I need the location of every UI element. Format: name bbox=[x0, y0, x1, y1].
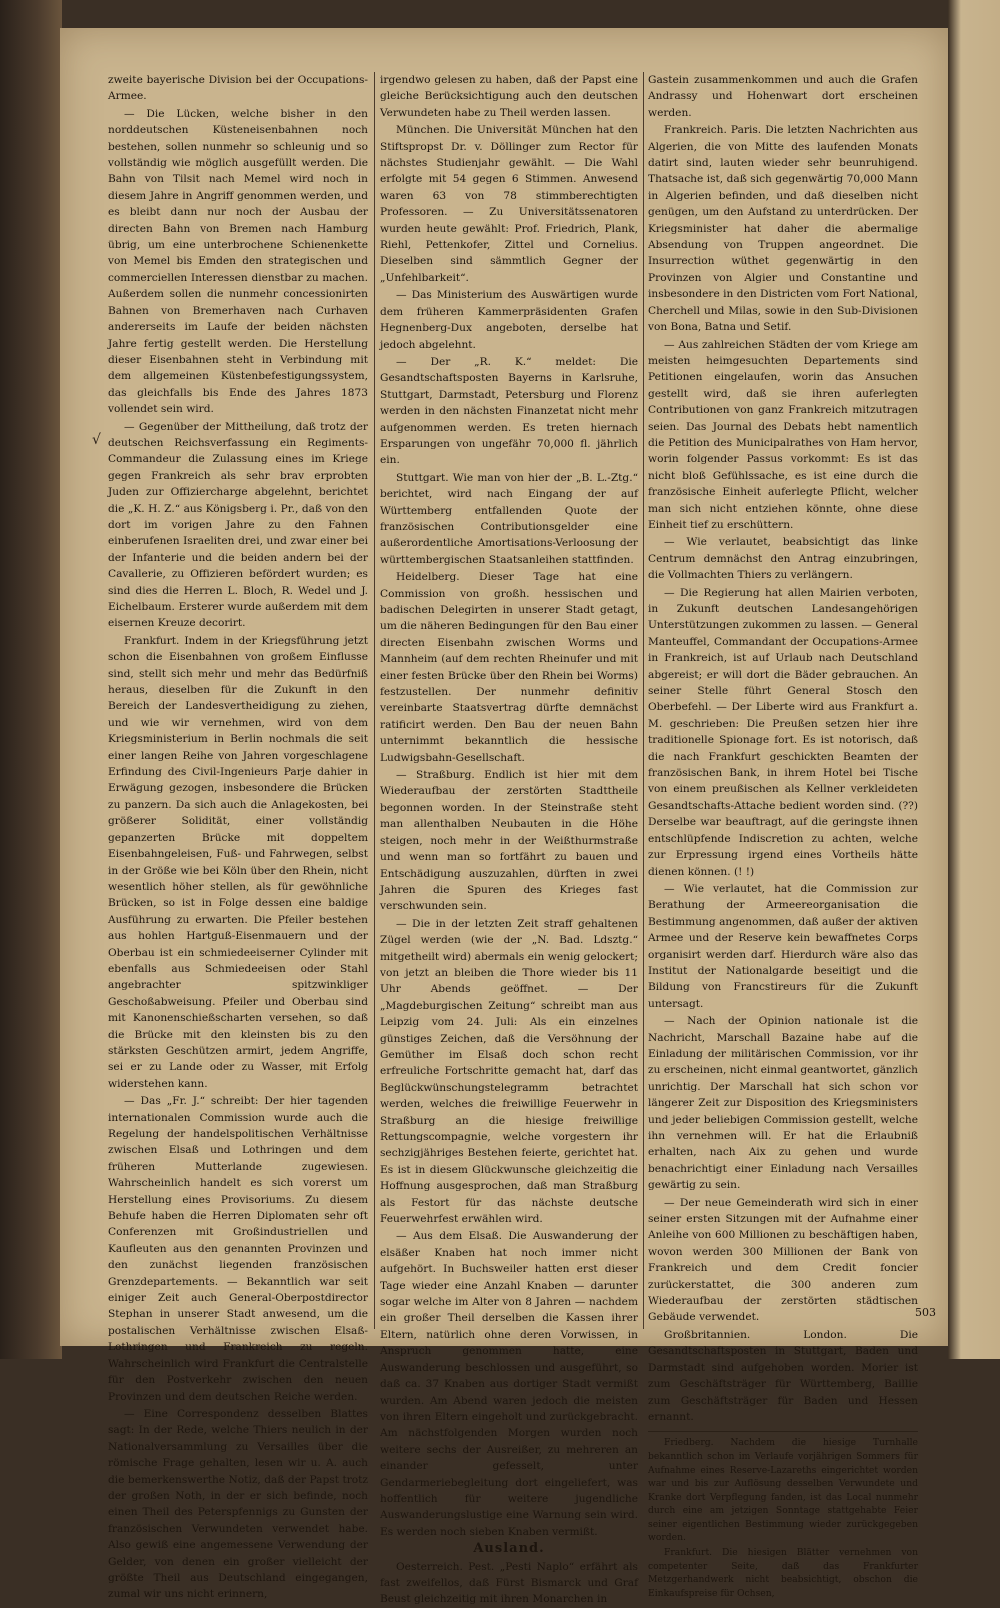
article-paragraph: Friedberg. Nachdem die hiesige Turnhalle bekanntlich schon im Verlaufe vorjährigen Sommers für Aufnahme eines Reserve-Lazareths eingerichtet worden war und bis zur Auflösung desselben Verwundete und Kranke dort Verpflegung fanden, ist das Local nunmehr durch eine am jetzigen Sonntage stattgehabte Feier seiner eigentlichen Bestimmung wieder zurückgegeben worden. bbox=[648, 1437, 918, 1544]
article-paragraph: — Der „R. K.“ meldet: Die Gesandtschaftsposten Bayerns in Karlsruhe, Stuttgart, Darmstadt, Petersburg und Florenz werden in den nächsten Finanzetat nicht mehr aufgenommen werden. Es treten hiernach Ersparungen von ungefähr 70,000 fl. jährlich ein. bbox=[380, 355, 638, 467]
article-paragraph: — Aus dem Elsaß. Die Auswanderung der elsäßer Knaben hat noch immer nicht aufgehört. In Buchsweiler hatten erst dieser Tage wieder eine Anzahl Knaben — darunter sogar welche im Alter von 8 Jahren — nachdem ein großer Theil derselben die Kassen ihrer Eltern, natürlich ohne deren Vorwissen, in Anspruch genommen hatte, eine Auswanderung beschlossen und ausgeführt, so daß ca. 37 Knaben aus dortiger Stadt vermißt wurden. Am Abend waren jedoch die meisten von ihren Eltern eingeholt und zurückgebracht. Am nächstfolgenden Morgen wurden noch weitere sechs der Ausreißer, zu mehreren an einander gefesselt, unter Gendarmeriebegleitung dort eingeliefert, was hoffentlich für weitere jugendliche Auswanderungslustige eine Warnung sein wird. Es werden noch sieben Knaben vermißt. bbox=[380, 1230, 638, 1538]
column-divider bbox=[374, 72, 375, 1329]
article-paragraph: — Wie verlautet, hat die Commission zur Berathung der Armeereorganisation die Bestimmung angenommen, daß außer der aktiven Armee und der Reserve kein bewaffnetes Corps organisirt werden darf. Hierdurch wäre also das Institut der Nationalgarde beseitigt und die Bildung von Francstireurs für die Zukunft untersagt. bbox=[648, 882, 918, 1010]
column-2 bbox=[380, 72, 638, 1606]
section-heading: Ausland. bbox=[473, 1541, 545, 1557]
article-paragraph: — Der neue Gemeinderath wird sich in einer seiner ersten Sitzungen mit der Aufnahme einer Anleihe von 600 Millionen zu beschäftigen haben, wovon werden 300 Millionen der Bank von Frankreich und dem Credit foncier zurückerstattet, die 300 anderen zum Wiederaufbau der zerstörten städtischen Gebäude verwendet. bbox=[648, 1196, 918, 1324]
article-paragraph: — Das „Fr. J.“ schreibt: Der hier tagenden internationalen Commission wurde auch die Regelung der handelspolitischen Verhältnisse zwischen Elsaß und Lothringen und dem früheren Mutterlande zugewiesen. Wahrscheinlich handelt es sich vorerst um Herstellung eines Provisoriums. Zu diesem Behufe haben die Herren Diplomaten sehr oft Conferenzen mit Großindustriellen und Kaufleuten aus den genannten Provinzen und den zunächst liegenden französischen Grenzdepartements. — Bekanntlich war seit einiger Zeit auch General-Oberpostdirector Stephan in unserer Stadt anwesend, um die postalischen Verhältnisse zwischen Elsaß-Lothringen und Frankreich zu regeln. Wahrscheinlich wird Frankfurt die Centralstelle für den Postverkehr zwischen den neuen Provinzen und dem deutschen Reiche werden. bbox=[108, 1095, 368, 1403]
article-paragraph: — Gegenüber der Mittheilung, daß trotz der deutschen Reichsverfassung ein Regiments-Commandeur die Zulassung eines im Kriege gegen Frankreich als sehr brav erprobten Juden zur Offiziercharge abgelehnt, berichtet die „K. H. Z.“ aus Königsberg i. Pr., daß von den dort im vorigen Jahre zu den Fahnen einberufenen Israeliten drei, und zwar einer bei der Infanterie und die beiden andern bei der Cavallerie, zu Offizieren befördert wurden; es sind dies die Herren L. Bloch, R. Wedel und J. Eichelbaum. Ersterer wurde außerdem mit dem eisernen Kreuze decorirt. bbox=[108, 420, 368, 630]
handwritten-check-mark: √ bbox=[92, 432, 101, 448]
article-paragraph: Frankreich. Paris. Die letzten Nachrichten aus Algerien, die von Mitte des laufenden Monats datirt sind, lauten wieder sehr beunruhigend. Thatsache ist, daß sich gegenwärtig 70,000 Mann in Algerien befinden, und daß dieselben nicht genügen, um den Aufstand zu unterdrücken. Der Kriegsminister hat daher die abermalige Absendung von Truppen angeordnet. Die Insurrection wüthet gegenwärtig in den Provinzen von Algier und Constantine und insbesondere in den Districten vom Fort National, Cherchell und Milas, sowie in den Sub-Divisionen von Bona, Batna und Setif. bbox=[648, 124, 918, 334]
article-paragraph: Oesterreich. Pest. „Pesti Naplo“ erfährt als fast zweifellos, daß Fürst Bismarck und Graf Beust gleichzeitig mit ihren Monarchen in bbox=[380, 1560, 638, 1606]
article-paragraph: Stuttgart. Wie man von hier der „B. L.-Ztg.“ berichtet, wird nach Eingang der auf Württemberg entfallenden Quote der französischen Contributionsgelder eine außerordentliche Amortisations-Verloosung der württembergischen Staatsanleihen stattfinden. bbox=[380, 471, 638, 566]
article-paragraph: — Nach der Opinion nationale ist die Nachricht, Marschall Bazaine habe auf die Einladung der militärischen Commission, vor ihr zu erscheinen, nicht einmal geantwortet, gänzlich unrichtig. Der Marschall hat sich schon vor längerer Zeit zur Disposition des Kriegsministers und jeder beliebigen Commission gestellt, welche ihn vernehmen will. Er hat die Erlaubniß erhalten, nach Aix zu gehen und wurde benachrichtigt einer Einladung nach Versailles gewärtig zu sein. bbox=[648, 1015, 918, 1192]
column-divider bbox=[643, 72, 644, 1329]
local-news-section bbox=[648, 1431, 918, 1600]
article-paragraph: — Die Regierung hat allen Mairien verboten, in Zukunft deutschen Landesangehörigen Unterstützungen zukommen zu lassen. — General Manteuffel, Commandant der Occupations-Armee in Frankreich, ist auf Urlaub nach Deutschland abgereist; er will dort die Bäder gebrauchen. An seiner Stelle führt General Stosch den Oberbefehl. — Der Liberte wird aus Frankfurt a. M. geschrieben: Die Preußen setzen hier ihre traditionelle Spionage fort. Es ist notorisch, daß die nach Frankfurt geschickten Beamten der französischen Bank, in ihrem Hotel bei Tische von einem preußischen als Kellner verkleideten Gesandtschafts-Attache bedient worden sind. (??) Derselbe war beauftragt, auf die geringste ihnen entschlüpfende Indiscretion zu achten, welche zur Erpressung irgend eines Vortheils hätte dienen können. (! !) bbox=[648, 586, 918, 878]
article-paragraph: — Eine Correspondenz desselben Blattes sagt: In der Rede, welche Thiers neulich in der Nationalversammlung zu Versailles über die römische Frage gehalten, lesen wir u. A. auch die bemerkenswerthe Notiz, daß der Papst trotz der großen Noth, in der er sich befinde, noch einen Theil des Peterspfennigs zu Gunsten der französischen Verwundeten verwendet habe. Also gewiß eine angemessene Verwendung der Gelder, von denen ein großer vielleicht der größte Theil aus Deutschland eingegangen, zumal wir uns nicht erinnern, bbox=[108, 1407, 368, 1601]
column-1 bbox=[108, 72, 368, 1601]
article-paragraph: Großbritannien. London. Die Gesandtschaftsposten in Stuttgart, Baden und Darmstadt sind aufgehoben worden. Morier ist zum Geschäftsträger für Württemberg, Baillie zum Geschäftsträger für Baden und Hessen ernannt. bbox=[648, 1328, 918, 1423]
article-paragraph: — Die Lücken, welche bisher in den norddeutschen Küsteneisenbahnen noch bestehen, sollen nunmehr so schleunig und so vollständig wie möglich ausgefüllt werden. Die Bahn von Tilsit nach Memel wird noch in diesem Jahre in Angriff genommen werden, und es bleibt dann nur noch der Ausbau der directen Bahn von Bremen nach Hamburg übrig, um eine unterbrochene Schienenkette von Memel bis Emden den strategischen und commerciellen Interessen dienstbar zu machen. Außerdem sollen die nunmehr concessionirten Bahnen von Bremerhaven nach Curhaven andererseits im Laufe der beiden nächsten Jahre fertig gestellt werden. Die Herstellung dieser Eisenbahnen steht in Verbindung mit dem allgemeinen Küstenbefestigungssystem, das gleichfalls bis Ende des Jahres 1873 vollendet sein wird. bbox=[108, 107, 368, 416]
article-paragraph: München. Die Universität München hat den Stiftspropst Dr. v. Döllinger zum Rector für nächstes Studienjahr gewählt. — Die Wahl erfolgte mit 54 gegen 6 Stimmen. Anwesend waren 63 von 78 stimmberechtigten Professoren. — Zu Universitätssenatoren wurden heute gewählt: Prof. Friedrich, Plank, Riehl, Pettenkofer, Zittel und Cornelius. Dieselben sind sämmtlich Gegner der „Unfehlbarkeit“. bbox=[380, 124, 638, 284]
adjacent-page-edge bbox=[948, 0, 1000, 1359]
article-paragraph: Gastein zusammenkommen und auch die Grafen Andrassy und Hohenwart dort erscheinen werden. bbox=[648, 74, 918, 119]
article-paragraph: — Aus zahlreichen Städten der vom Kriege am meisten heimgesuchten Departements sind Petitionen eingelaufen, worin das Ansuchen gestellt wird, daß sie ihren auferlegten Contributionen von ganz Frankreich mitzutragen seien. Das Journal des Debats hebt namentlich die Petition des Municipalrathes von Ham hervor, worin folgender Passus vorkommt: Es ist das nicht bloß Gefühlssache, es ist eine durch die französische Einheit auferlegte Pflicht, welcher man sich nicht entziehen könnte, ohne diese Einheit tief zu erschüttern. bbox=[648, 338, 918, 531]
article-paragraph: Frankfurt. Indem in der Kriegsführung jetzt schon die Eisenbahnen von großem Einflusse sind, stellt sich mehr und mehr das Bedürfniß heraus, dieselben für die Zukunft in den Bereich der Landesvertheidigung zu ziehen, und wie wir vernehmen, wird von dem Kriegsministerium in Berlin nochmals die seit einer langen Reihe von Jahren vorgeschlagene Erfindung des Civil-Ingenieurs Parje dahier in Erwägung gezogen, insbesondere die Brücken zu panzern. Da sich auch die Anlagekosten, bei größerer Solidität, einer vollständig gepanzerten Brücke mit doppeltem Eisenbahngeleisen, Fuß- und Fahrwegen, selbst in der Größe wie bei Köln über den Rhein, nicht wesentlich höher stellen, als für gewöhnliche Brücken, so ist in Folge dessen eine baldige Ausführung zu erwarten. Die Pfeiler bestehen aus hohlen Hartguß-Eisenmauern und der Oberbau ist ein schmiedeeiserner Cylinder mit ebenfalls aus Schmiedeeisen oder Stahl angebrachter spitzwinkliger Geschoßabweisung. Pfeiler und Oberbau sind mit Kanonenschießscharten versehen, so daß die Brücke mit den kleinsten bis zu den stärksten Geschützen armirt, jedem Angriffe, sei er zu Lande oder zu Wasser, mit Erfolg widerstehen kann. bbox=[108, 634, 368, 1090]
article-paragraph: Frankfurt. Die hiesigen Blätter vernehmen von competenter Seite, daß das Frankfurter Metzgerhandwerk nicht beabsichtigt, obschon die Einkaufspreise für Ochsen, bbox=[648, 1547, 918, 1599]
article-paragraph: — Wie verlautet, beabsichtigt das linke Centrum demnächst den Antrag einzubringen, die Vollmachten Thiers zu verlängern. bbox=[648, 536, 918, 582]
article-paragraph: zweite bayerische Division bei der Occupations-Armee. bbox=[108, 74, 368, 103]
article-paragraph: irgendwo gelesen zu haben, daß der Papst eine gleiche Berücksichtigung auch den deutschen Verwundeten habe zu Theil werden lassen. bbox=[380, 74, 638, 119]
page-number: 503 bbox=[915, 1306, 936, 1319]
column-3 bbox=[648, 72, 918, 1599]
article-paragraph: — Die in der letzten Zeit straff gehaltenen Zügel werden (wie der „N. Bad. Ldsztg.“ mitgetheilt wird) abermals ein wenig gelockert; von jetzt an bleiben die Thore wieder bis 11 Uhr Abends geöffnet. — Der „Magdeburgischen Zeitung“ schreibt man aus Leipzig vom 24. Juli: Als ein einzelnes günstiges Zeichen, daß die Versöhnung der Gemüther im Elsaß doch schon recht erfreuliche Fortschritte gemacht hat, darf das Beglückwünschungstelegramm betrachtet werden, welches die freiwillige Feuerwehr in Straßburg an die hiesige freiwillige Rettungscompagnie, welche vorgestern ihr sechzigjähriges Bestehen feierte, gerichtet hat. Es ist in diesem Glückwunsche gleichzeitig die Hoffnung ausgesprochen, daß man Straßburg als Festort für das nächste deutsche Feuerwehrfest erwählen wird. bbox=[380, 917, 638, 1226]
article-paragraph: — Das Ministerium des Auswärtigen wurde dem früheren Kammerpräsidenten Grafen Hegnenberg-Dux angeboten, derselbe hat jedoch abgelehnt. bbox=[380, 289, 638, 351]
book-binding bbox=[0, 0, 62, 1359]
article-paragraph: — Straßburg. Endlich ist hier mit dem Wiederaufbau der zerstörten Stadttheile begonnen worden. In der Steinstraße steht man allenthalben Neubauten in die Höhe steigen, noch mehr in der Weißthurmstraße und wenn man so fortfährt zu bauen und Entschädigung auszuzahlen, dürften in zwei Jahren die Spuren des Krieges fast verschwunden sein. bbox=[380, 769, 638, 913]
article-paragraph: Heidelberg. Dieser Tage hat eine Commission von großh. hessischen und badischen Delegirten in unserer Stadt getagt, um die näheren Bedingungen für den Bau einer directen Eisenbahn zwischen Worms und Mannheim (auf dem rechten Rheinufer und mit einer festen Brücke über den Rhein bei Worms) festzustellen. Der nunmehr definitiv vereinbarte Staatsvertrag dürfte demnächst ratificirt werden. Den Bau der neuen Bahn unternimmt bekanntlich die hessische Ludwigsbahn-Gesellschaft. bbox=[380, 571, 638, 764]
